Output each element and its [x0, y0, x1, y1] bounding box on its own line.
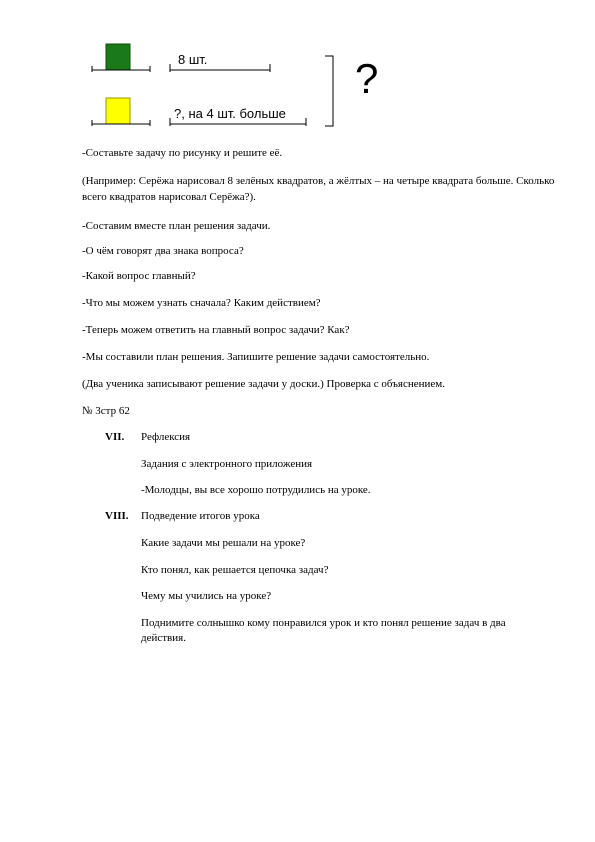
check-line: (Два ученика записывают решение задачи у доски.) Проверка с объяснением. [82, 378, 445, 390]
total-question-mark: ? [355, 55, 379, 102]
section-7-number: VII. [105, 431, 125, 443]
instruction-line: -Мы составили план решения. Запишите решение задачи самостоятельно. [82, 351, 430, 363]
yellow-count-label: ?, на 4 шт. больше [174, 106, 286, 121]
plan-line: -Составим вместе план решения задачи. [82, 220, 271, 232]
question-line: -Что мы можем узнать сначала? Каким действием? [82, 297, 321, 309]
task-figure [0, 0, 595, 140]
question-line: -Теперь можем ответить на главный вопрос задачи? Как? [82, 324, 350, 336]
question-line: -О чём говорят два знака вопроса? [82, 245, 244, 257]
section-8-line: Кто понял, как решается цепочка задач? [141, 564, 329, 576]
section-8-line: Чему мы учились на уроке? [141, 590, 272, 602]
green-square [106, 44, 130, 70]
green-count-label: 8 шт. [178, 52, 208, 67]
figure-drawing [0, 0, 595, 140]
right-brace [325, 56, 333, 126]
exercise-ref: № 3стр 62 [82, 405, 130, 417]
section-7-line: Задания с электронного приложения [141, 458, 313, 470]
section-8-title: Подведение итогов урока [141, 510, 260, 522]
section-7-title: Рефлексия [141, 431, 191, 443]
section-7-line: -Молодцы, вы все хорошо потрудились на уроке. [141, 484, 371, 496]
yellow-square [106, 98, 130, 124]
task-example: (Например: Серёжа нарисовал 8 зелёных квадратов, а жёлтых – на четыре квадрата больше. Сколько всего квадратов нарисовал Серёжа?). [82, 175, 555, 203]
section-8-line: Поднимите солнышко кому понравился урок и кто понял решение задач в два действия. [141, 617, 506, 644]
task-instruction: -Составьте задачу по рисунку и решите её. [82, 147, 283, 159]
section-8-number: VIII. [105, 510, 129, 522]
question-line: -Какой вопрос главный? [82, 270, 196, 282]
section-8-line: Какие задачи мы решали на уроке? [141, 537, 306, 549]
